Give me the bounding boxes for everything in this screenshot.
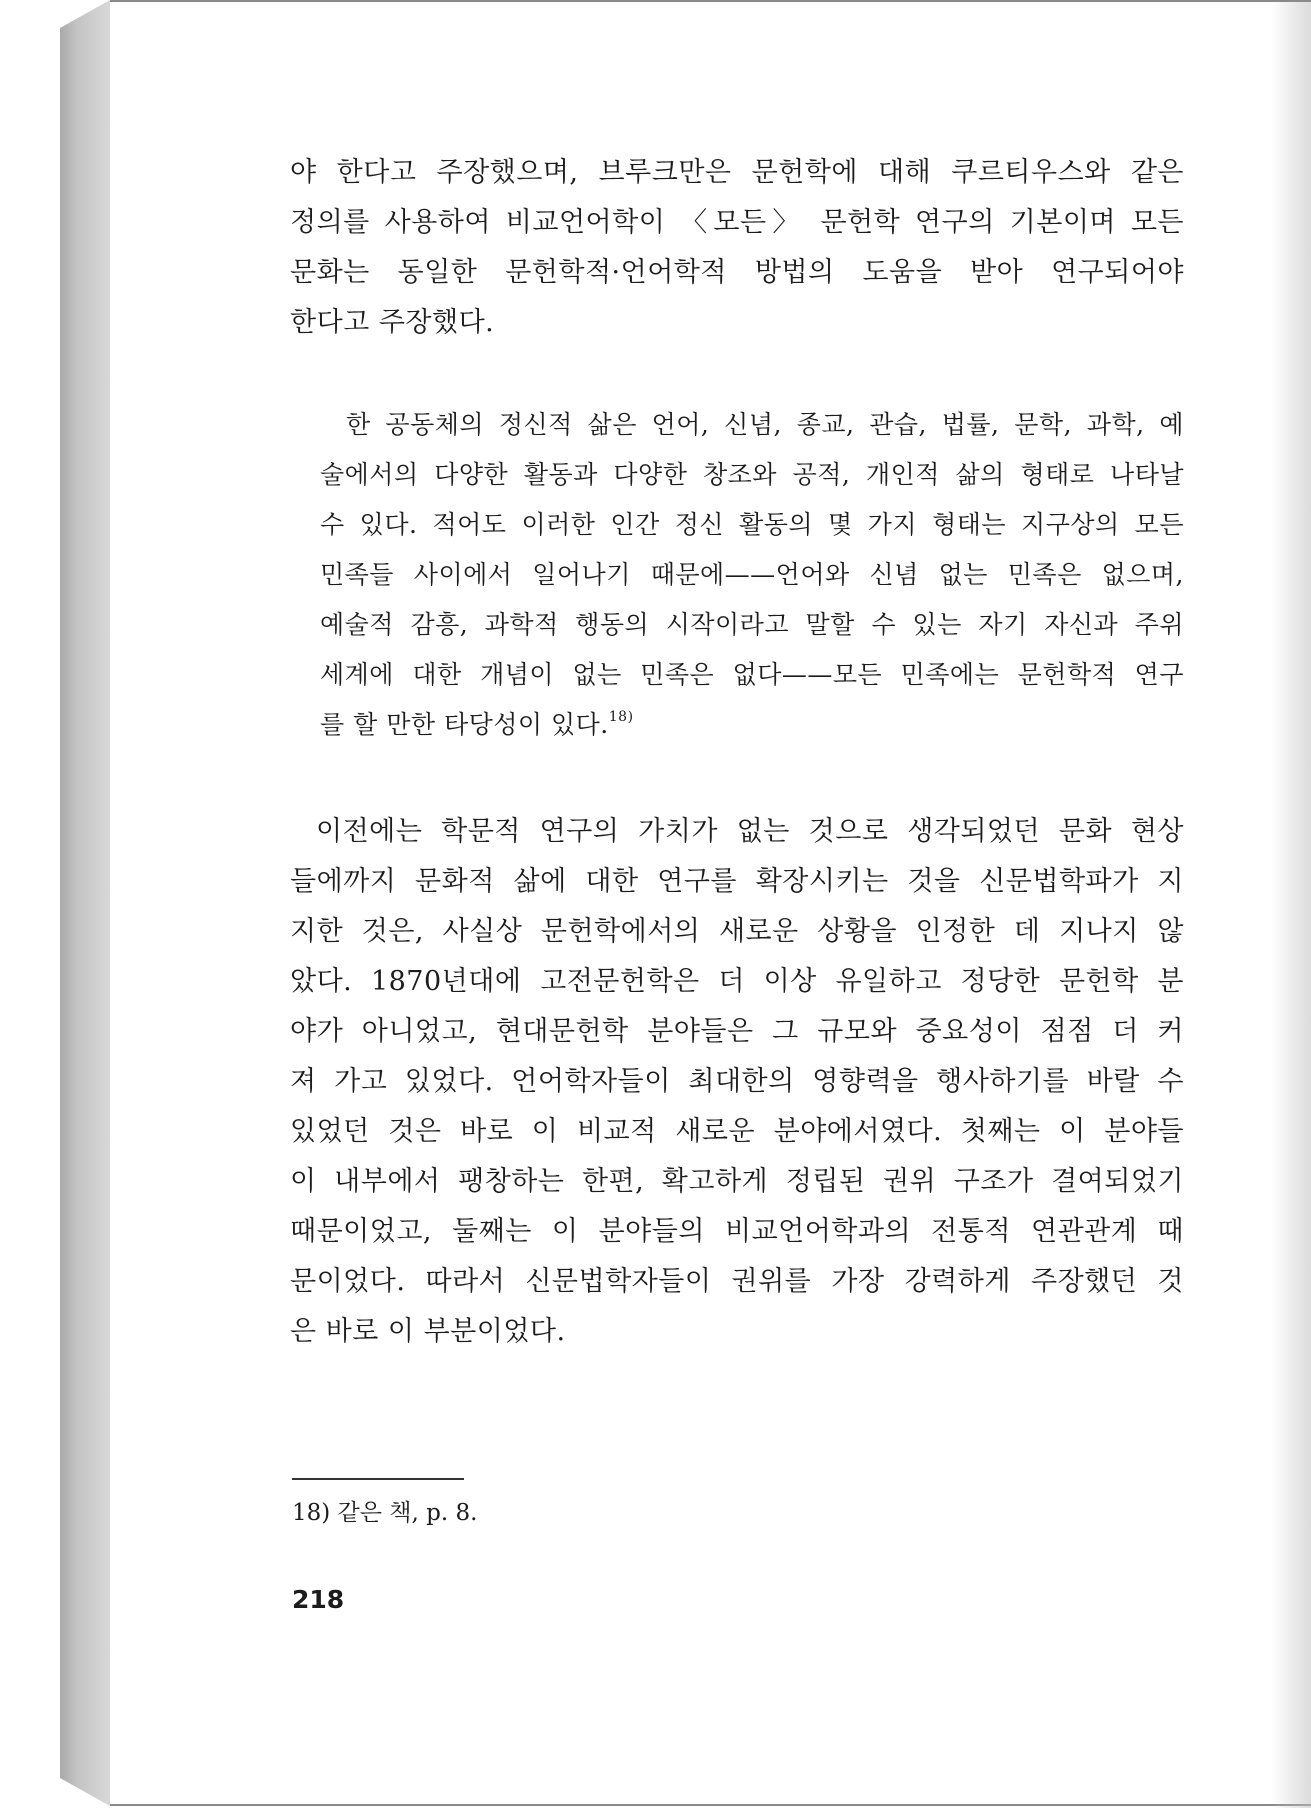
text-line: 한다고 주장했다. — [290, 307, 495, 338]
text-line: 있었던 것은 바로 이 비교적 새로운 분야에서였다. 첫째는 이 분야들 — [290, 1116, 1184, 1147]
text-line: 정의를 사용하여 비교언어학이 〈모든〉 문헌학 연구의 기본이며 모든 — [290, 207, 1184, 238]
quote-line: 를 할 만한 타당성이 있다. — [320, 710, 609, 739]
quote-line: 세계에 대한 개념이 없는 민족은 없다——모든 민족에는 문헌학적 연구 — [320, 660, 1184, 689]
footnote: 18) 같은 책, p. 8. — [292, 1500, 478, 1526]
footnote-reference[interactable]: 18) — [608, 709, 634, 725]
text-line: 은 바로 이 부분이었다. — [290, 1316, 566, 1347]
text-line: 들에까지 문화적 삶에 대한 연구를 확장시키는 것을 신문법학파가 지 — [290, 866, 1184, 897]
quote-line: 민족들 사이에서 일어나기 때문에——언어와 신념 없는 민족은 없으며, — [320, 560, 1184, 589]
block-quote — [320, 400, 1184, 750]
quote-line: 수 있다. 적어도 이러한 인간 정신 활동의 몇 가지 형태는 지구상의 모든 — [320, 510, 1184, 539]
text-line: 야가 아니었고, 현대문헌학 분야들은 그 규모와 중요성이 점점 더 커 — [290, 1016, 1184, 1047]
text-line: 져 가고 있었다. 언어학자들이 최대한의 영향력을 행사하기를 바랄 수 — [290, 1066, 1184, 1097]
paragraph-continued — [290, 148, 1184, 348]
text-line: 문화는 동일한 문헌학적·언어학적 방법의 도움을 받아 연구되어야 — [290, 257, 1184, 288]
text-line: 이전에는 학문적 연구의 가치가 없는 것으로 생각되었던 문화 현상 — [316, 816, 1184, 847]
text-line: 았다. 1870년대에 고전문헌학은 더 이상 유일하고 정당한 문헌학 분 — [290, 966, 1184, 997]
footnote-divider — [292, 1478, 464, 1480]
quote-line: 술에서의 다양한 활동과 다양한 창조와 공적, 개인적 삶의 형태로 나타날 — [320, 460, 1184, 489]
text-line: 문이었다. 따라서 신문법학자들이 권위를 가장 강력하게 주장했던 것 — [290, 1266, 1184, 1297]
quote-line: 예술적 감흥, 과학적 행동의 시작이라고 말할 수 있는 자기 자신과 주위 — [320, 610, 1184, 639]
text-line: 이 내부에서 팽창하는 한편, 확고하게 정립된 권위 구조가 결여되었기 — [290, 1166, 1184, 1197]
paragraph-main — [290, 807, 1184, 1357]
text-line: 때문이었고, 둘째는 이 분야들의 비교언어학과의 전통적 연관관계 때 — [290, 1216, 1184, 1247]
quote-line: 한 공동체의 정신적 삶은 언어, 신념, 종교, 관습, 법률, 문학, 과학, 예 — [346, 410, 1184, 439]
book-spine-edge — [60, 0, 110, 1806]
text-line: 야 한다고 주장했으며, 브루크만은 문헌학에 대해 쿠르티우스와 같은 — [290, 157, 1184, 188]
quote-last-line — [320, 700, 1184, 750]
page-number: 218 — [292, 1585, 345, 1614]
page-edge-shadow — [1271, 2, 1311, 1808]
text-line: 지한 것은, 사실상 문헌학에서의 새로운 상황을 인정한 데 지나지 않 — [290, 916, 1184, 947]
